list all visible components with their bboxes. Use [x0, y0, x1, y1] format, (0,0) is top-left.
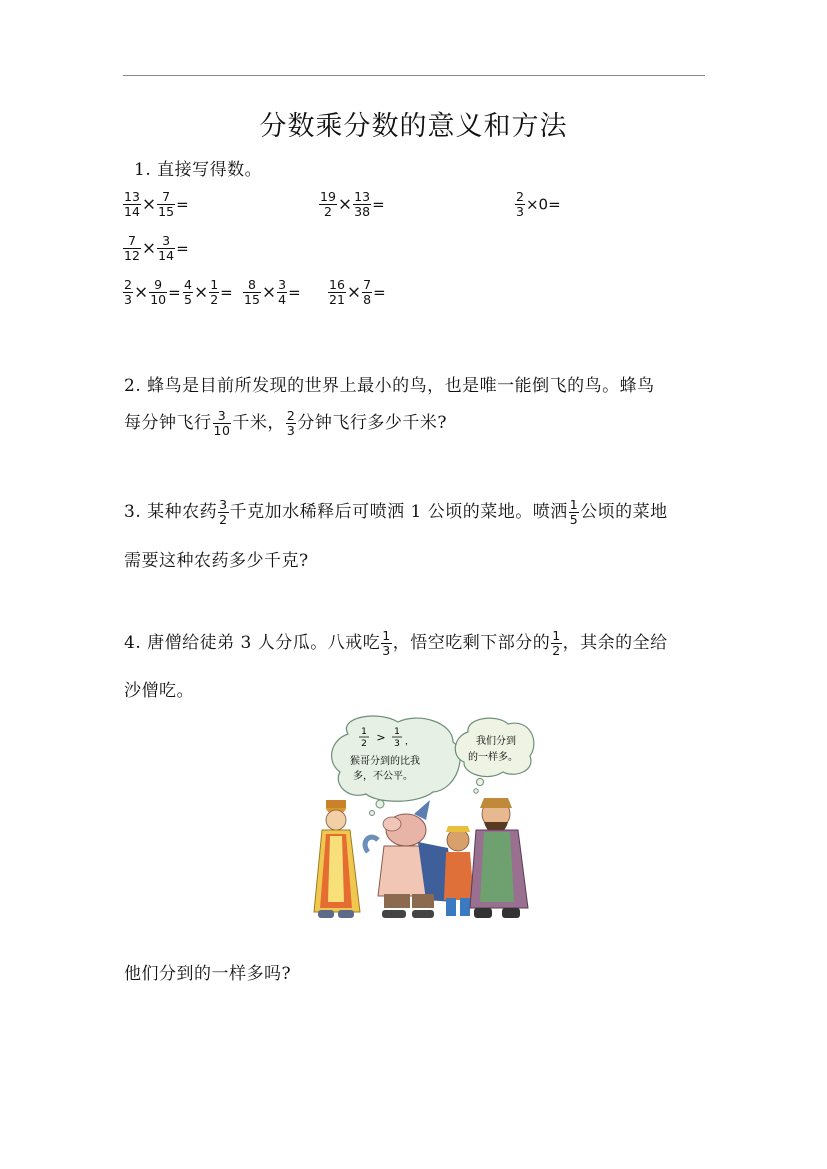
- fraction: $\frac{2}{3}$: [124, 277, 132, 307]
- q1-expr-6: $\frac{4}{5}$ × $\frac{1}{2}$ =: [184, 277, 233, 307]
- fraction: $\frac{1}{2}$: [552, 628, 561, 658]
- fraction: $\frac{7}{15}$: [158, 189, 175, 219]
- fraction: $\frac{13}{38}$: [354, 189, 371, 219]
- monk-figure: [314, 800, 360, 918]
- q1-label: 1. 直接写得数。: [134, 160, 263, 180]
- bubble-left-line1: 猴哥分到的比我: [350, 756, 420, 767]
- fraction: $\frac{3}{4}$: [278, 277, 287, 307]
- q1-expr-7: $\frac{8}{15}$ × $\frac{3}{4}$ =: [244, 277, 301, 307]
- header-rule: [123, 75, 705, 76]
- fraction: $\frac{1}{2}$: [210, 277, 219, 307]
- fraction: $\frac{13}{14}$: [124, 189, 140, 219]
- sha-seng-figure: [470, 798, 528, 918]
- fraction: $\frac{7}{12}$: [124, 233, 140, 263]
- q4-line-2: 沙僧吃。: [124, 681, 194, 701]
- bubble-right-line2: 的一样多。: [468, 752, 518, 763]
- fraction: $\frac{3}{2}$: [219, 497, 228, 527]
- q1-expr-5: $\frac{2}{3}$ × $\frac{9}{10}$ =: [124, 277, 181, 307]
- q1-expr-4: $\frac{7}{12}$ × $\frac{3}{14}$ =: [124, 233, 189, 263]
- q4-question: 他们分到的一样多吗?: [124, 964, 292, 984]
- bubble-left-gt: >: [376, 731, 386, 744]
- bubble-left-frac2-d: 3: [394, 739, 400, 749]
- fraction: $\frac{2}{3}$: [516, 189, 524, 219]
- fraction: $\frac{7}{8}$: [363, 277, 372, 307]
- bubble-left-frac2-n: 1: [394, 727, 400, 737]
- pilgrims-illustration: [308, 712, 538, 927]
- bubble-left-line2: 多，不公平。: [353, 771, 413, 782]
- q1-expr-8: $\frac{16}{21}$ × $\frac{7}{8}$ =: [329, 277, 386, 307]
- speech-bubble-left: [332, 716, 460, 816]
- speech-bubble-right: [455, 718, 534, 793]
- pig-figure: [365, 800, 454, 918]
- fraction: $\frac{2}{3}$: [286, 408, 296, 438]
- page-title: 分数乘分数的意义和方法: [259, 111, 568, 142]
- q3-line-2: 需要这种农药多少千克?: [124, 551, 309, 571]
- q2-line-1: 2. 蜂鸟是目前所发现的世界上最小的鸟，也是唯一能倒飞的鸟。蜂鸟: [124, 376, 655, 396]
- fraction: $\frac{1}{5}$: [569, 497, 579, 527]
- q4-line-1: 4. 唐僧给徒弟 3 人分瓜。八戒吃 $\frac{1}{3}$ ，悟空吃剩下部分的 $\frac{1}{2}$ ，其余的全给: [124, 628, 668, 658]
- bubble-left-comma: ，: [405, 737, 415, 747]
- q1-expr-2: $\frac{19}{2}$ × $\frac{13}{38}$ =: [320, 189, 385, 219]
- bubble-left-frac1-d: 2: [361, 739, 367, 749]
- fraction: $\frac{16}{21}$: [329, 277, 345, 307]
- q3-line-1: 3. 某种农药 $\frac{3}{2}$ 千克加水稀释后可喷洒 1 公顷的菜地。喷洒 $\frac{1}{5}$ 公顷的菜地: [124, 497, 668, 527]
- bubble-left-frac1-n: 1: [361, 727, 367, 737]
- fraction: $\frac{3}{10}$: [213, 408, 231, 438]
- fraction: $\frac{4}{5}$: [184, 277, 192, 307]
- fraction: $\frac{9}{10}$: [150, 277, 167, 307]
- q2-line-2: 每分钟飞行 $\frac{3}{10}$ 千米， $\frac{2}{3}$ 分钟飞行多少千米?: [124, 408, 447, 438]
- bubble-right-line1: 我们分到: [476, 736, 516, 747]
- fraction: $\frac{3}{14}$: [158, 233, 175, 263]
- q1-expr-3: $\frac{2}{3}$ ×0=: [516, 189, 561, 219]
- fraction: $\frac{19}{2}$: [320, 189, 336, 219]
- monkey-figure: [444, 826, 474, 916]
- fraction: $\frac{1}{3}$: [382, 628, 391, 658]
- q1-expr-1: $\frac{13}{14}$ × $\frac{7}{15}$ =: [124, 189, 189, 219]
- fraction: $\frac{8}{15}$: [244, 277, 260, 307]
